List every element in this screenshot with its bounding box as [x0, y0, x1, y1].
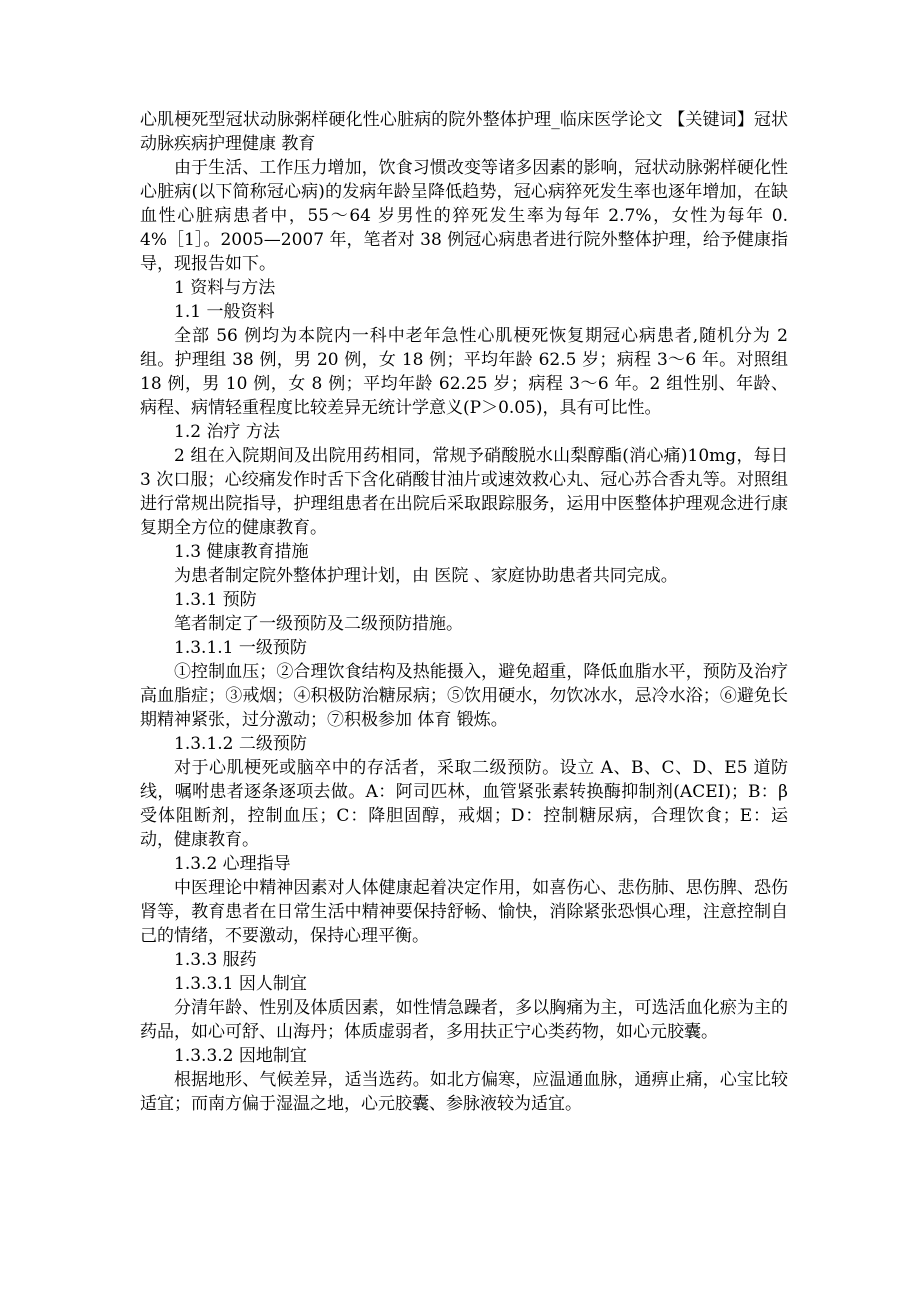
section-heading-materials-methods: 1 资料与方法	[174, 278, 276, 298]
intro-paragraph: 由于生活、工作压力增加，饮食习惯改变等诸多因素的影响，冠状动脉粥样硬化性心脏病(以下简称冠心病)的发病年龄呈降低趋势，冠心病猝死发生率也逐年增加，在缺血性心脏病患者中，55～64 岁男性的猝死发生率为每年 2.7%，女性为每年 0.4%［1］。2005—2007 年，笔者对 38 例冠心病患者进行院外整体护理，给予健康指导，现报告如下。	[140, 158, 788, 274]
subsection-heading-regional: 1.3.3.2 因地制宜	[174, 1046, 307, 1066]
prevention-paragraph: 笔者制定了一级预防及二级预防措施。	[174, 614, 463, 634]
article-body	[140, 108, 788, 1116]
subsection-heading-psychological-guidance: 1.3.2 心理指导	[174, 854, 291, 874]
subsection-heading-health-education: 1.3 健康教育措施	[174, 542, 309, 562]
health-education-paragraph: 为患者制定院外整体护理计划，由 医院 、家庭协助患者共同完成。	[174, 566, 678, 586]
subsection-heading-general-data: 1.1 一般资料	[174, 302, 275, 322]
regional-paragraph: 根据地形、气候差异，适当选药。如北方偏寒，应温通血脉，通痹止痛，心宝比较适宜；而南方偏于湿温之地，心元胶囊、参脉液较为适宜。	[140, 1070, 788, 1114]
subsection-heading-primary-prevention: 1.3.1.1 一级预防	[174, 638, 307, 658]
subsection-heading-prevention: 1.3.1 预防	[174, 590, 257, 610]
secondary-prevention-paragraph: 对于心肌梗死或脑卒中的存活者，采取二级预防。设立 A、B、C、D、E5 道防线，嘱咐患者逐条逐项去做。A：阿司匹林，血管紧张素转换酶抑制剂(ACEI)；B：β 受体阻断剂，控制血压；C：降胆固醇，戒烟；D：控制糖尿病，合理饮食；E：运动，健康教育。	[140, 758, 788, 850]
subsection-heading-individualized: 1.3.3.1 因人制宜	[174, 974, 307, 994]
individualized-paragraph: 分清年龄、性别及体质因素，如性情急躁者，多以胸痛为主，可选活血化瘀为主的药品，如心可舒、山海丹；体质虚弱者，多用扶正宁心类药物，如心元胶囊。	[140, 998, 788, 1042]
subsection-heading-secondary-prevention: 1.3.1.2 二级预防	[174, 734, 307, 754]
general-data-paragraph: 全部 56 例均为本院内一科中老年急性心肌梗死恢复期冠心病患者,随机分为 2 组。护理组 38 例，男 20 例，女 18 例；平均年龄 62.5 岁；病程 3～6 年。对照组 18 例，男 10 例，女 8 例；平均年龄 62.25 岁；病程 3～6 年。2 组性别、年龄、病程、病情轻重程度比较差异无统计学意义(P＞0.05)，具有可比性。	[140, 326, 788, 418]
treatment-paragraph: 2 组在入院期间及出院用药相同，常规予硝酸脱水山梨醇酯(消心痛)10mg，每日 3 次口服；心绞痛发作时舌下含化硝酸甘油片或速效救心丸、冠心苏合香丸等。对照组进行常规出院指导，护理组患者在出院后采取跟踪服务，运用中医整体护理观念进行康复期全方位的健康教育。	[140, 446, 788, 538]
psychological-guidance-paragraph: 中医理论中精神因素对人体健康起着决定作用，如喜伤心、悲伤肺、思伤脾、恐伤肾等，教育患者在日常生活中精神要保持舒畅、愉快，消除紧张恐惧心理，注意控制自己的情绪，不要激动，保持心理平衡。	[140, 878, 788, 946]
article-title-line: 心肌梗死型冠状动脉粥样硬化性心脏病的院外整体护理_临床医学论文 【关键词】冠状动脉疾病护理健康 教育	[140, 110, 788, 154]
subsection-heading-medication: 1.3.3 服药	[174, 950, 257, 970]
primary-prevention-paragraph: ①控制血压；②合理饮食结构及热能摄入，避免超重，降低血脂水平，预防及治疗高血脂症；③戒烟；④积极防治糖尿病；⑤饮用硬水，勿饮冰水，忌冷水浴；⑥避免长期精神紧张，过分激动；⑦积极参加 体育 锻炼。	[140, 662, 788, 730]
subsection-heading-treatment: 1.2 治疗 方法	[174, 422, 280, 442]
